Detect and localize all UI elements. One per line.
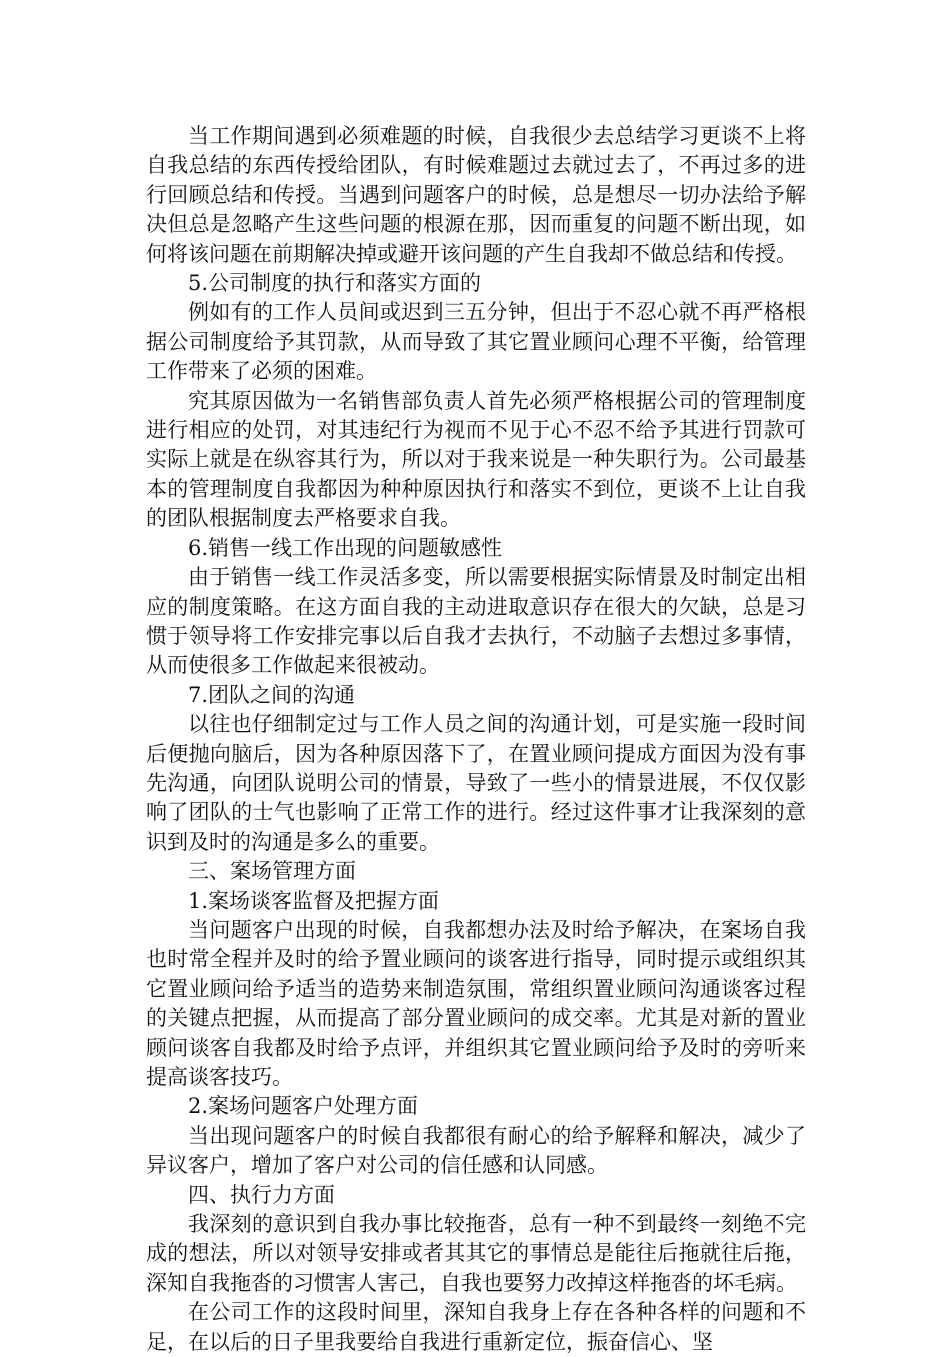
paragraph-8: 我深刻的意识到自我办事比较拖沓，总有一种不到最终一刻绝不完成的想法，所以对领导安排或者其其它的事情总是能往后拖就往后拖，深知自我拖沓的习惯害人害己，自我也要努力改掉这样拖沓的坏毛病。 — [146, 1212, 806, 1295]
section-heading-5: 5.公司制度的执行和落实方面的 — [188, 271, 482, 296]
paragraph-5: 以往也仔细制定过与工作人员之间的沟通计划，可是实施一段时间后便抛向脑后，因为各种原因落下了，在置业顾问提成方面因为没有事先沟通，向团队说明公司的情景，导致了一些小的情景进展，不仅仅影响了团队的士气也影响了正常工作的进行。经过这件事才让我深刻的意识到及时的沟通是多么的重要。 — [146, 712, 806, 854]
document-body — [146, 122, 806, 1357]
section-heading-6: 6.销售一线工作出现的问题敏感性 — [188, 535, 503, 560]
paragraph-9: 在公司工作的这段时间里，深知自我身上存在各种各样的问题和不足，在以后的日子里我要给自我进行重新定位，振奋信心、坚 — [146, 1300, 806, 1354]
section-heading-3-2: 2.案场问题客户处理方面 — [188, 1094, 419, 1119]
paragraph-3: 究其原因做为一名销售部负责人首先必须严格根据公司的管理制度进行相应的处罚，对其违纪行为视而不见于心不忍不给予其进行罚款可实际上就是在纵容其行为，所以对于我来说是一种失职行为。公司最基本的管理制度自我都因为种种原因执行和落实不到位，更谈不上让自我的团队根据制度去严格要求自我。 — [146, 388, 806, 531]
paragraph-4: 由于销售一线工作灵活多变，所以需要根据实际情景及时制定出相应的制度策略。在这方面自我的主动进取意识存在很大的欠缺，总是习惯于领导将工作安排完事以后自我才去执行，不动脑子去想过多事情，从而使很多工作做起来很被动。 — [146, 565, 806, 678]
paragraph-2: 例如有的工作人员间或迟到三五分钟，但出于不忍心就不再严格根据公司制度给予其罚款，从而导致了其它置业顾问心理不平衡，给管理工作带来了必须的困难。 — [146, 300, 806, 384]
section-heading-3-1: 1.案场谈客监督及把握方面 — [188, 888, 440, 913]
paragraph-7: 当出现问题客户的时候自我都很有耐心的给予解释和解决，减少了异议客户，增加了客户对公司的信任感和认同感。 — [146, 1123, 806, 1178]
section-heading-7: 7.团队之间的沟通 — [188, 682, 356, 707]
chapter-heading-4: 四、执行力方面 — [188, 1182, 335, 1207]
paragraph-1: 当工作期间遇到必须难题的时候，自我很少去总结学习更谈不上将自我总结的东西传授给团队，有时候难题过去就过去了，不再过多的进行回顾总结和传授。当遇到问题客户的时候，总是想尽一切办法给予解决但总是忽略产生这些问题的根源在那，因而重复的问题不断出现，如何将该问题在前期解决掉或避开该问题的产生自我却不做总结和传授。 — [146, 124, 806, 266]
chapter-heading-3: 三、案场管理方面 — [188, 859, 356, 884]
paragraph-6: 当问题客户出现的时候，自我都想办法及时给予解决，在案场自我也时常全程并及时的给予置业顾问的谈客进行指导，同时提示或组织其它置业顾问给予适当的造势来制造氛围，常组织置业顾问沟通谈客过程的关键点把握，从而提高了部分置业顾问的成交率。尤其是对新的置业顾问谈客自我都及时给予点评，并组织其它置业顾问给予及时的旁听来提高谈客技巧。 — [146, 917, 806, 1089]
